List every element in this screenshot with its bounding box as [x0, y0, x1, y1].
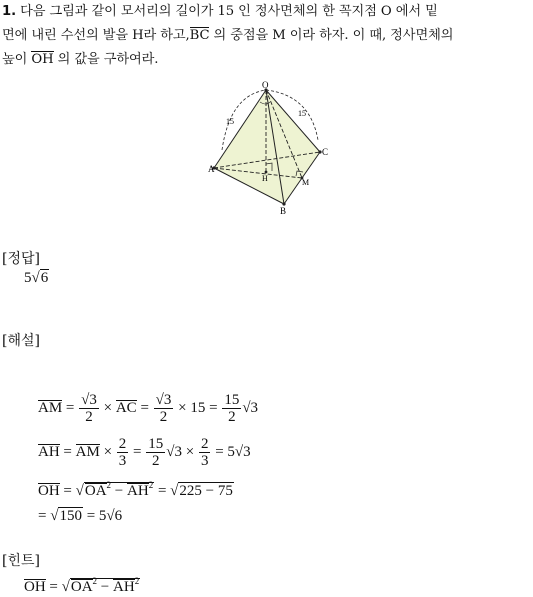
tetrahedron-figure — [205, 80, 340, 218]
square: 2 — [92, 576, 98, 586]
frac-den: 2 — [152, 453, 160, 469]
seg-am: AM — [75, 443, 100, 460]
point-h — [265, 171, 268, 174]
solution-line-3 — [38, 480, 234, 500]
radicand — [70, 578, 140, 595]
answer-value — [24, 270, 49, 287]
frac-num: 15 — [224, 392, 240, 408]
radicand: 225 − 75 — [179, 483, 233, 499]
frac-num: 2 — [200, 436, 209, 452]
sqrt: √150 — [50, 508, 82, 524]
frac-den: 2 — [228, 409, 236, 425]
hint-label: [힌트] — [2, 553, 40, 569]
problem-line-3 — [2, 48, 530, 72]
frac — [222, 392, 241, 425]
radicand: 150 — [59, 508, 82, 524]
sqrt: $√OA^2 - AH^2$ — [75, 480, 154, 499]
solution-label: [해설] — [2, 333, 40, 349]
frac-num: 15 — [148, 436, 164, 452]
times: × — [103, 443, 113, 460]
eq: = — [38, 508, 47, 524]
tail: √3 — [242, 399, 259, 416]
minus: − — [97, 579, 114, 595]
hint-formula — [24, 576, 140, 596]
frac-num: √3 — [155, 392, 172, 408]
answer-sqrt: √6 — [31, 270, 49, 286]
frac-den: 2 — [85, 409, 93, 425]
seg-oh: OH — [38, 483, 60, 499]
label-15-oa: 15 — [226, 117, 234, 126]
label-a: A — [208, 164, 215, 174]
eq: = — [63, 443, 72, 460]
frac-den: 3 — [118, 453, 127, 469]
eq: = — [63, 483, 72, 499]
label-b: B — [280, 206, 287, 216]
eq: = — [133, 443, 142, 460]
problem-statement — [2, 0, 530, 72]
problem-text-3a: 높이 — [2, 52, 32, 67]
times: × — [103, 399, 113, 416]
problem-line-2 — [2, 24, 530, 48]
seg-oa: OA — [84, 483, 107, 499]
segment-oh: OH — [31, 52, 54, 67]
frac-num: 2 — [118, 436, 127, 452]
solution-line-4 — [38, 508, 122, 525]
answer-label: [정답] — [2, 251, 40, 267]
solution-line-2 — [38, 436, 251, 469]
sqrt: $√OA^2 - AH^2$ — [61, 576, 140, 595]
problem-text-2a: 면에 내린 수선의 발을 H라 하고, — [2, 28, 190, 43]
frac — [199, 436, 211, 469]
minus: − — [111, 483, 128, 499]
frac-den: 2 — [159, 409, 168, 425]
square: 2 — [148, 480, 154, 490]
frac — [154, 392, 174, 425]
frac — [79, 392, 99, 425]
answer-radicand: 6 — [40, 270, 49, 286]
sqrt: √225 − 75 — [170, 483, 233, 499]
problem-number: 1. — [2, 4, 16, 19]
square: 2 — [106, 480, 112, 490]
seg-ah: AH — [38, 443, 60, 460]
solution-line-1 — [38, 392, 258, 425]
problem-text-3b: 의 값을 구하여라. — [53, 52, 159, 67]
eq: = — [157, 483, 167, 499]
tail: = 5√6 — [86, 508, 123, 524]
problem-line-1 — [2, 0, 530, 24]
seg-oh: OH — [24, 579, 46, 595]
eq: = — [140, 399, 149, 416]
seg-ah: AH — [113, 579, 135, 595]
seg-ah: AH — [127, 483, 149, 499]
mid: √3 × — [166, 443, 195, 460]
answer-coef: 5 — [24, 270, 32, 286]
seg-am: AM — [38, 399, 63, 416]
frac — [146, 436, 165, 469]
label-c: C — [322, 147, 329, 157]
eq: = — [65, 399, 75, 416]
label-h: H — [262, 174, 268, 183]
square: 2 — [134, 576, 140, 586]
label-15-oc: 15 — [298, 109, 306, 118]
frac — [117, 436, 129, 469]
segment-bc: BC — [189, 28, 210, 43]
problem-text-2b: 의 중점을 M 이라 하자. 이 때, 정사면체의 — [209, 28, 454, 43]
radicand — [84, 482, 154, 499]
eq: = — [49, 579, 58, 595]
mid: × 15 = — [178, 399, 218, 416]
seg-ac: AC — [115, 399, 137, 416]
frac-den: 3 — [200, 453, 209, 469]
label-m: M — [302, 178, 310, 187]
problem-text-1: 다음 그림과 같이 모서리의 길이가 15 인 정사면체의 한 꼭지점 O 에서 밑 — [20, 4, 438, 19]
seg-oa: OA — [70, 579, 93, 595]
frac-num: √3 — [81, 392, 97, 408]
label-o: O — [262, 80, 269, 90]
tail: = 5√3 — [215, 443, 251, 460]
